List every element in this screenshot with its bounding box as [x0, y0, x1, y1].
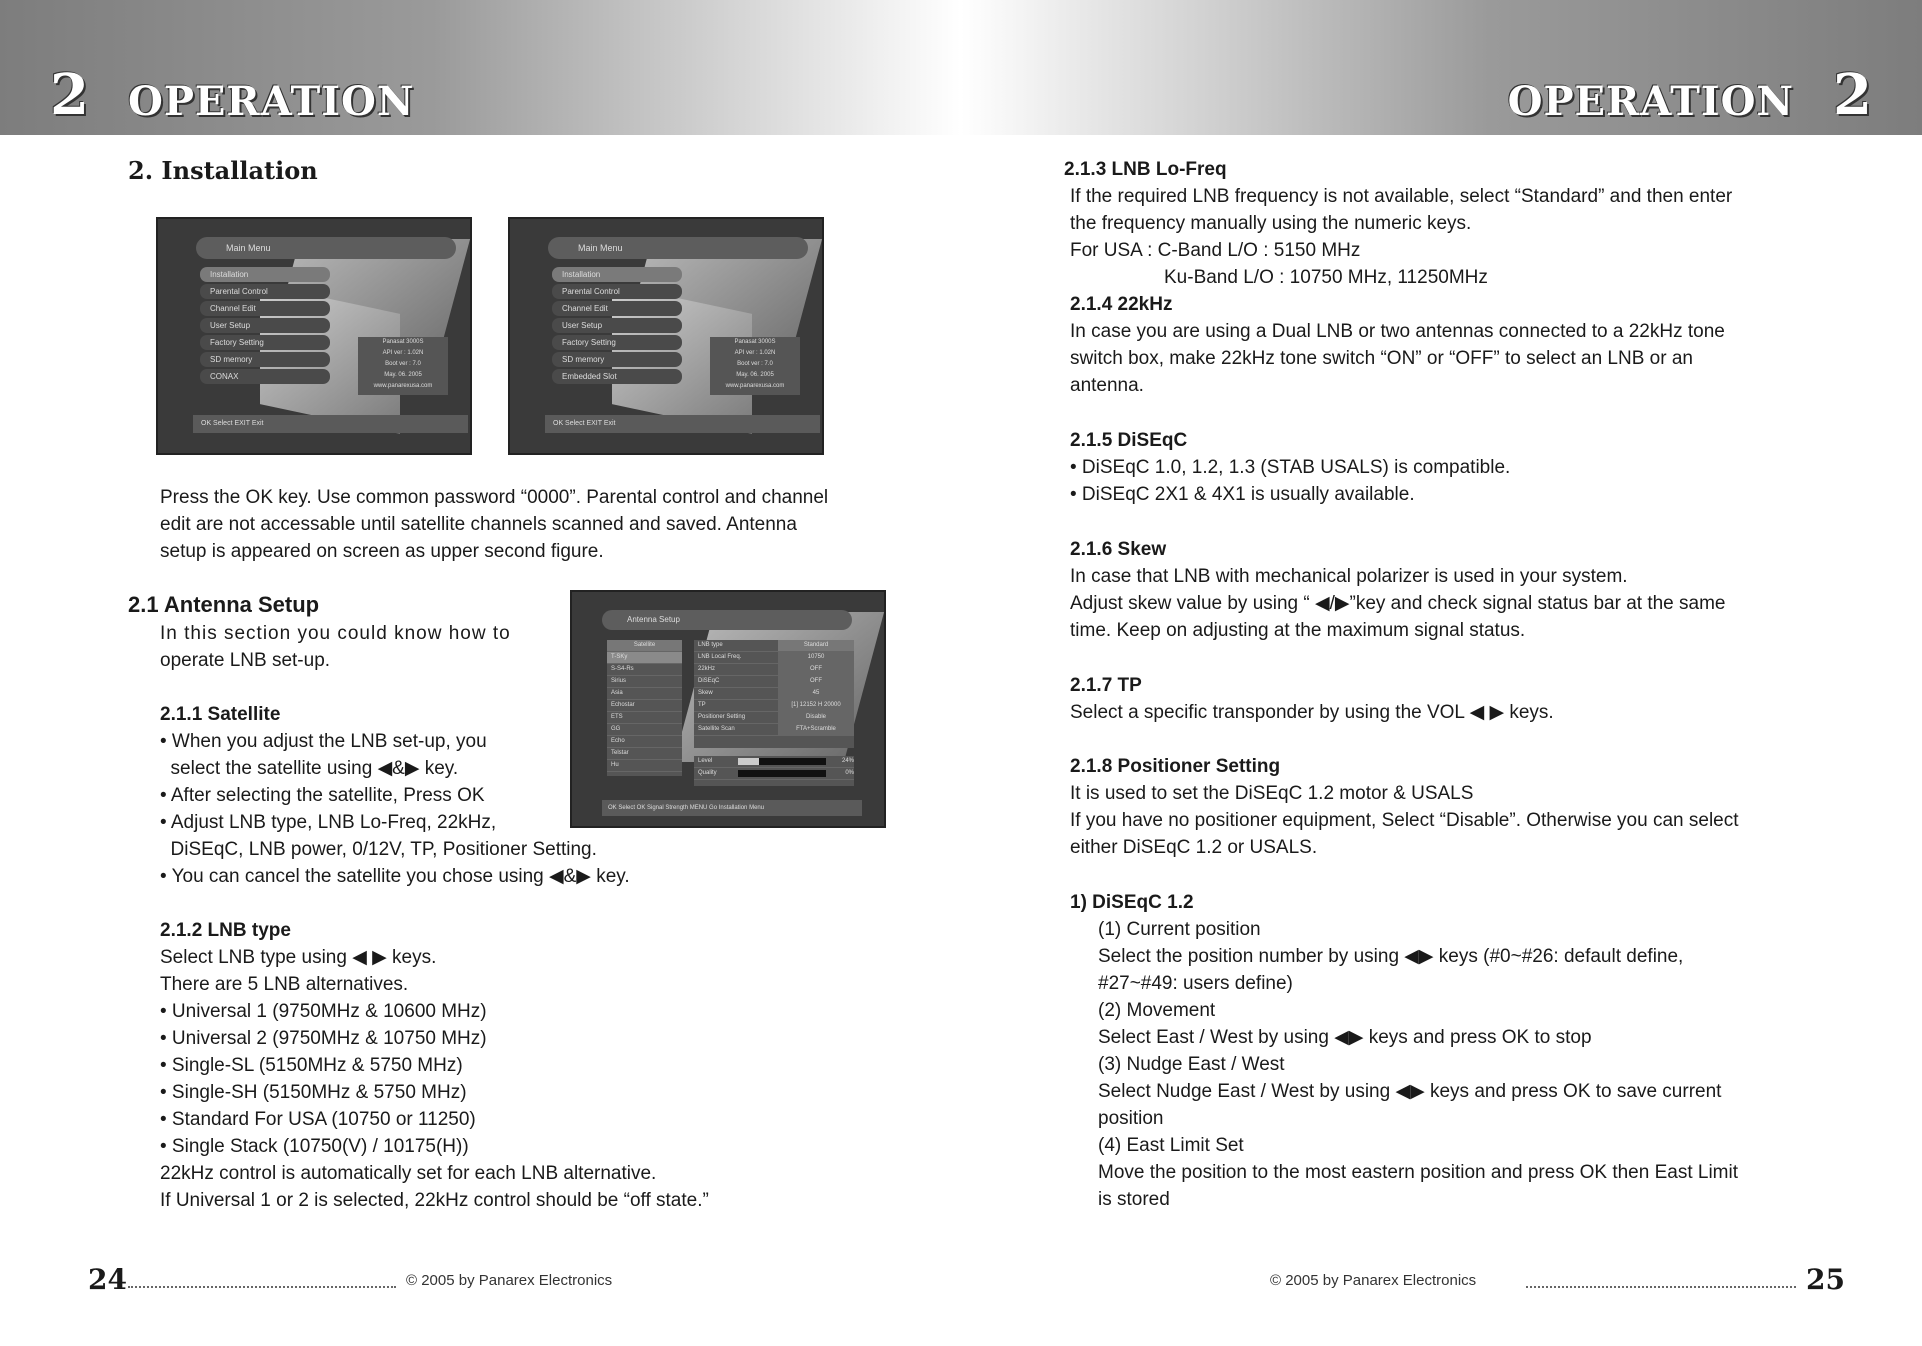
intro-line: setup is appeared on screen as upper second figure.: [160, 541, 604, 562]
positioner-line: It is used to set the DiSEqC 1.2 motor & USALS: [1070, 783, 1474, 804]
antenna-setup-line: operate LNB set-up.: [160, 650, 331, 671]
diseqc-line: • DiSEqC 1.0, 1.2, 1.3 (STAB USALS) is compatible.: [1070, 457, 1511, 478]
menu-item: SD memory: [552, 352, 682, 367]
satellite-line: • You can cancel the satellite you chose using ◀&▶ key.: [160, 866, 630, 887]
lnb-type-line: There are 5 LNB alternatives.: [160, 974, 409, 995]
menu-item: Installation: [200, 267, 330, 282]
lnb-type-line: Select LNB type using ◀ ▶ keys.: [160, 947, 437, 968]
menu-item: User Setup: [552, 318, 682, 333]
diseqc12-line: position: [1098, 1108, 1164, 1129]
diseqc12-line: Move the position to the most eastern position and press OK then East Limit: [1098, 1162, 1739, 1183]
khz22-line: antenna.: [1070, 375, 1144, 396]
left-footer-copyright: © 2005 by Panarex Electronics: [406, 1272, 613, 1289]
diseqc12-line: (4) East Limit Set: [1098, 1135, 1244, 1156]
diseqc12-line: Select Nudge East / West by using ◀▶ keys and press OK to save current: [1098, 1081, 1722, 1102]
diseqc12-line: (2) Movement: [1098, 1000, 1216, 1021]
lnb-lofreq-line: For USA : C-Band L/O : 5150 MHz: [1070, 240, 1361, 261]
main-menu-title: Main Menu: [548, 237, 808, 259]
menu-item: Installation: [552, 267, 682, 282]
skew-line: time. Keep on adjusting at the maximum signal status.: [1070, 620, 1526, 641]
diseqc12-line: #27~#49: users define): [1098, 973, 1293, 994]
right-chapter-title: OPERATION: [1507, 78, 1794, 125]
antenna-setup-bar: OK Select OK Signal Strength MENU Go Installation Menu: [602, 800, 862, 816]
intro-line: edit are not accessable until satellite channels scanned and saved. Antenna: [160, 514, 797, 535]
menu-item: Factory Setting: [552, 335, 682, 350]
intro-line: Press the OK key. Use common password “0000”. Parental control and channel: [160, 487, 829, 508]
menu-item: Channel Edit: [552, 301, 682, 316]
menu-item: CONAX: [200, 369, 330, 384]
menu-item: Parental Control: [552, 284, 682, 299]
lnb-type-line: • Universal 2 (9750MHz & 10750 MHz): [160, 1028, 487, 1049]
lnb-type-line: • Single Stack (10750(V) / 10175(H)): [160, 1136, 469, 1157]
antenna-setup-screen-title: Antenna Setup: [602, 610, 852, 630]
lnb-lofreq-line: If the required LNB frequency is not available, select “Standard” and then enter: [1070, 186, 1733, 207]
level-meter: [738, 758, 826, 765]
satellite-column: Satellite T-SKy S-S4-Rs Sirius Asia Echostar ETS GG Echo Telstar Hu: [607, 640, 682, 776]
diseqc-heading: 2.1.5 DiSEqC: [1070, 430, 1188, 451]
lnb-type-line: 22kHz control is automatically set for each LNB alternative.: [160, 1163, 657, 1184]
skew-heading: 2.1.6 Skew: [1070, 539, 1167, 560]
main-menu-list: [552, 267, 682, 386]
antenna-setup-screenshot: [570, 590, 886, 828]
khz22-line: switch box, make 22kHz tone switch “ON” or “OFF” to select an LNB or an: [1070, 348, 1693, 369]
right-footer-dots: [1526, 1286, 1796, 1288]
main-menu-bar: OK Select EXIT Exit: [545, 415, 820, 433]
khz22-heading: 2.1.4 22kHz: [1070, 294, 1173, 315]
installation-title: 2. Installation: [128, 156, 318, 185]
menu-item: Factory Setting: [200, 335, 330, 350]
right-footer-copyright: © 2005 by Panarex Electronics: [1270, 1272, 1477, 1289]
lnb-type-heading: 2.1.2 LNB type: [160, 920, 291, 941]
lnb-lofreq-heading: 2.1.3 LNB Lo-Freq: [1064, 159, 1227, 180]
lnb-type-line: • Single-SH (5150MHz & 5750 MHz): [160, 1082, 467, 1103]
left-chapter-number: 2: [50, 62, 89, 128]
main-menu-list: [200, 267, 330, 386]
menu-item: Channel Edit: [200, 301, 330, 316]
diseqc12-line: is stored: [1098, 1189, 1170, 1210]
tp-heading: 2.1.7 TP: [1070, 675, 1142, 696]
menu-item: User Setup: [200, 318, 330, 333]
diseqc12-heading: 1) DiSEqC 1.2: [1070, 892, 1194, 913]
diseqc12-line: (3) Nudge East / West: [1098, 1054, 1285, 1075]
lnb-parameter-table: LNB type Standard LNB Local Freq. 10750 22kHz OFF DiSEqC OFF Skew 45 TP [1] 12152 H 20000 Positioner Setting Disable Satellite Scan FTA+Scramble: [694, 640, 854, 748]
main-menu-title: Main Menu: [196, 237, 456, 259]
skew-line: Adjust skew value by using “ ◀/▶”key and check signal status bar at the same: [1070, 593, 1726, 614]
main-menu-screenshot-1: [156, 217, 472, 455]
lnb-lofreq-line: the frequency manually using the numeric keys.: [1070, 213, 1472, 234]
positioner-line: If you have no positioner equipment, Select “Disable”. Otherwise you can select: [1070, 810, 1739, 831]
left-chapter-title: OPERATION: [128, 78, 415, 125]
lnb-type-line: • Universal 1 (9750MHz & 10600 MHz): [160, 1001, 487, 1022]
left-footer-dots: [128, 1286, 396, 1288]
menu-item: SD memory: [200, 352, 330, 367]
diseqc12-line: Select East / West by using ◀▶ keys and press OK to stop: [1098, 1027, 1592, 1048]
right-page-number: 25: [1806, 1263, 1845, 1296]
diseqc12-line: (1) Current position: [1098, 919, 1261, 940]
diseqc12-line: Select the position number by using ◀▶ keys (#0~#26: default define,: [1098, 946, 1684, 967]
menu-item: Parental Control: [200, 284, 330, 299]
receiver-info-box: Panasat 3000S API ver : 1.02N Boot ver : 7.0 May. 06. 2005 www.panarexusa.com: [358, 337, 448, 395]
left-header-banner: [0, 0, 961, 135]
lnb-type-line: If Universal 1 or 2 is selected, 22kHz control should be “off state.”: [160, 1190, 709, 1211]
left-page-number: 24: [88, 1263, 127, 1296]
antenna-setup-line: In this section you could know how to: [160, 623, 511, 644]
lnb-lofreq-line: Ku-Band L/O : 10750 MHz, 11250MHz: [1164, 267, 1488, 288]
quality-meter: [738, 770, 826, 777]
signal-meters: Level 24% Quality 0%: [694, 756, 854, 786]
tp-line: Select a specific transponder by using the VOL ◀ ▶ keys.: [1070, 702, 1554, 723]
antenna-setup-heading: 2.1 Antenna Setup: [128, 592, 320, 617]
satellite-line: DiSEqC, LNB power, 0/12V, TP, Positioner Setting.: [160, 839, 597, 860]
right-header-banner: [961, 0, 1922, 135]
receiver-info-box: Panasat 3000S API ver : 1.02N Boot ver : 7.0 May. 06. 2005 www.panarexusa.com: [710, 337, 800, 395]
diseqc-line: • DiSEqC 2X1 & 4X1 is usually available.: [1070, 484, 1415, 505]
menu-item: Embedded Slot: [552, 369, 682, 384]
lnb-type-line: • Single-SL (5150MHz & 5750 MHz): [160, 1055, 463, 1076]
right-chapter-number: 2: [1833, 62, 1872, 128]
satellite-line: • When you adjust the LNB set-up, you: [160, 731, 487, 752]
khz22-line: In case you are using a Dual LNB or two antennas connected to a 22kHz tone: [1070, 321, 1725, 342]
positioner-line: either DiSEqC 1.2 or USALS.: [1070, 837, 1318, 858]
satellite-line: • Adjust LNB type, LNB Lo-Freq, 22kHz,: [160, 812, 497, 833]
satellite-line: select the satellite using ◀&▶ key.: [160, 758, 459, 779]
satellite-heading: 2.1.1 Satellite: [160, 704, 281, 725]
satellite-line: • After selecting the satellite, Press OK: [160, 785, 485, 806]
main-menu-bar: OK Select EXIT Exit: [193, 415, 468, 433]
main-menu-screenshot-2: [508, 217, 824, 455]
skew-line: In case that LNB with mechanical polarizer is used in your system.: [1070, 566, 1628, 587]
lnb-type-line: • Standard For USA (10750 or 11250): [160, 1109, 476, 1130]
positioner-heading: 2.1.8 Positioner Setting: [1070, 756, 1281, 777]
